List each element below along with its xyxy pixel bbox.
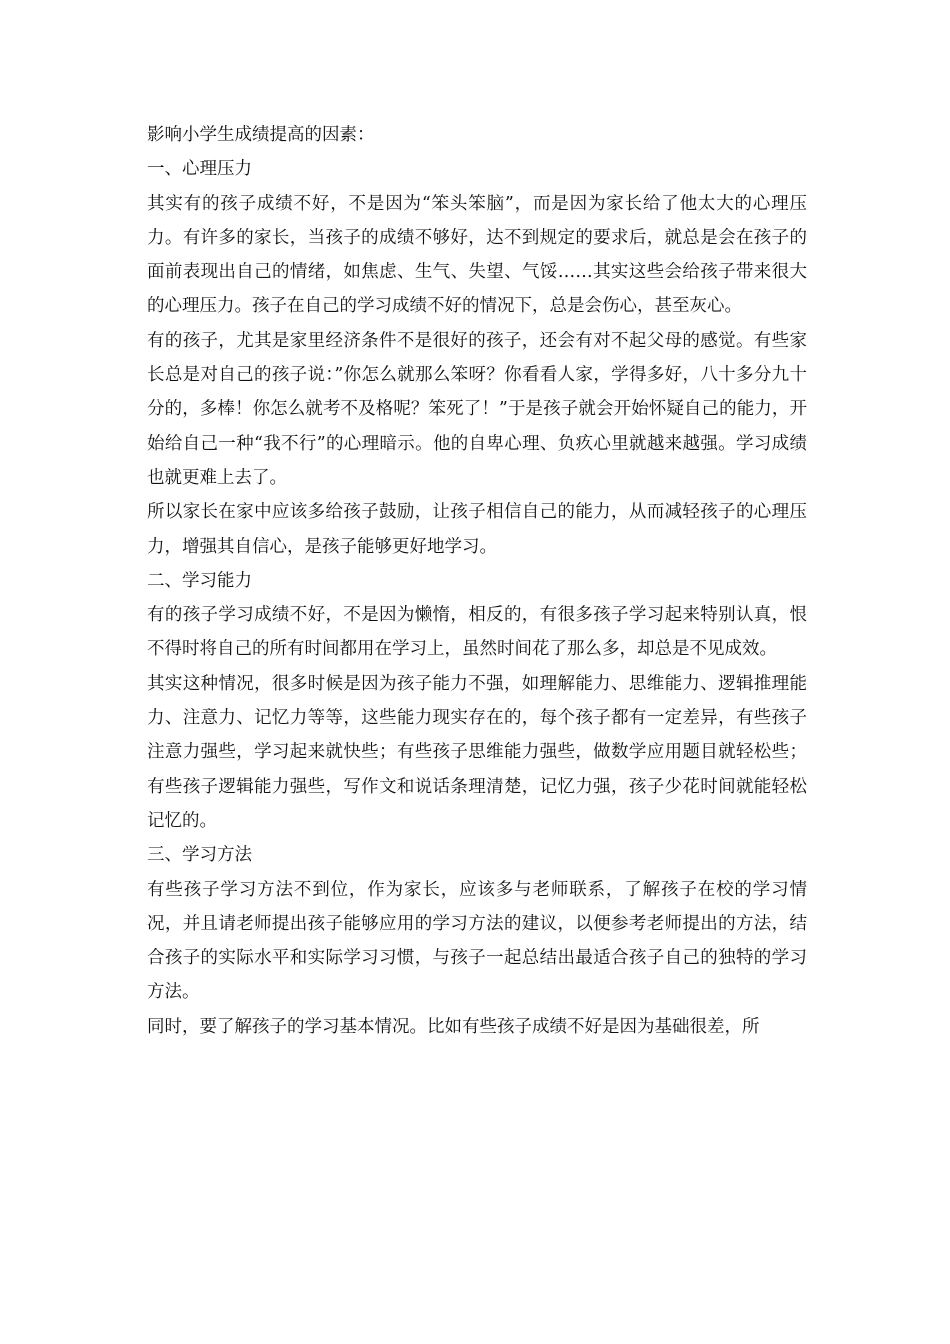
body-paragraph: 有的孩子学习成绩不好，不是因为懒惰，相反的，有很多孩子学习起来特别认真，恨不得时将自己的所有时间都用在学习上，虽然时间花了那么多，却总是不见成效。 <box>147 605 807 660</box>
section-heading-learning-ability: 二、学习能力 <box>147 570 252 591</box>
body-paragraph: 同时，要了解孩子的学习基本情况。比如有些孩子成绩不好是因为基础很差，所 <box>147 1016 760 1037</box>
body-paragraph: 其实这种情况，很多时候是因为孩子能力不强，如理解能力、思维能力、逻辑推理能力、注意力、记忆力等等，这些能力现实存在的，每个孩子都有一定差异，有些孩子注意力强些，学习起来就快些；有些孩子思维能力强些，做数学应用题目就轻松些；有些孩子逻辑能力强些，写作文和说话条理清楚，记忆力强，孩子少花时间就能轻松记忆的。 <box>147 673 807 831</box>
body-paragraph: 其实有的孩子成绩不好，不是因为“笨头笨脑”，而是因为家长给了他太大的心理压力。有许多的家长，当孩子的成绩不够好，达不到规定的要求后，就总是会在孩子的面前表现出自己的情绪，如焦虑、生气、失望、气馁……其实这些会给孩子带来很大的心理压力。孩子在自己的学习成绩不好的情况下，总是会伤心，甚至灰心。 <box>147 193 807 317</box>
body-paragraph: 所以家长在家中应该多给孩子鼓励，让孩子相信自己的能力，从而减轻孩子的心理压力，增强其自信心，是孩子能够更好地学习。 <box>147 502 807 557</box>
section-heading-psychological-pressure: 一、心理压力 <box>147 159 252 180</box>
document-title: 影响小学生成绩提高的因素： <box>147 125 375 145</box>
body-paragraph: 有的孩子，尤其是家里经济条件不是很好的孩子，还会有对不起父母的感觉。有些家长总是对自己的孩子说：”你怎么就那么笨呀？你看看人家，学得多好，八十多分九十分的，多棒！你怎么就考不及格呢？笨死了！”于是孩子就会开始怀疑自己的能力，开始给自己一种“我不行”的心理暗示。他的自卑心理、负疚心里就越来越强。学习成绩也就更难上去了。 <box>147 330 807 488</box>
body-paragraph: 有些孩子学习方法不到位，作为家长，应该多与老师联系，了解孩子在校的学习情况，并且请老师提出孩子能够应用的学习方法的建议，以便参考老师提出的方法，结合孩子的实际水平和实际学习习惯，与孩子一起总结出最适合孩子自己的独特的学习方法。 <box>147 879 807 1003</box>
section-heading-learning-method: 三、学习方法 <box>147 845 252 866</box>
document-body <box>147 118 807 1044</box>
